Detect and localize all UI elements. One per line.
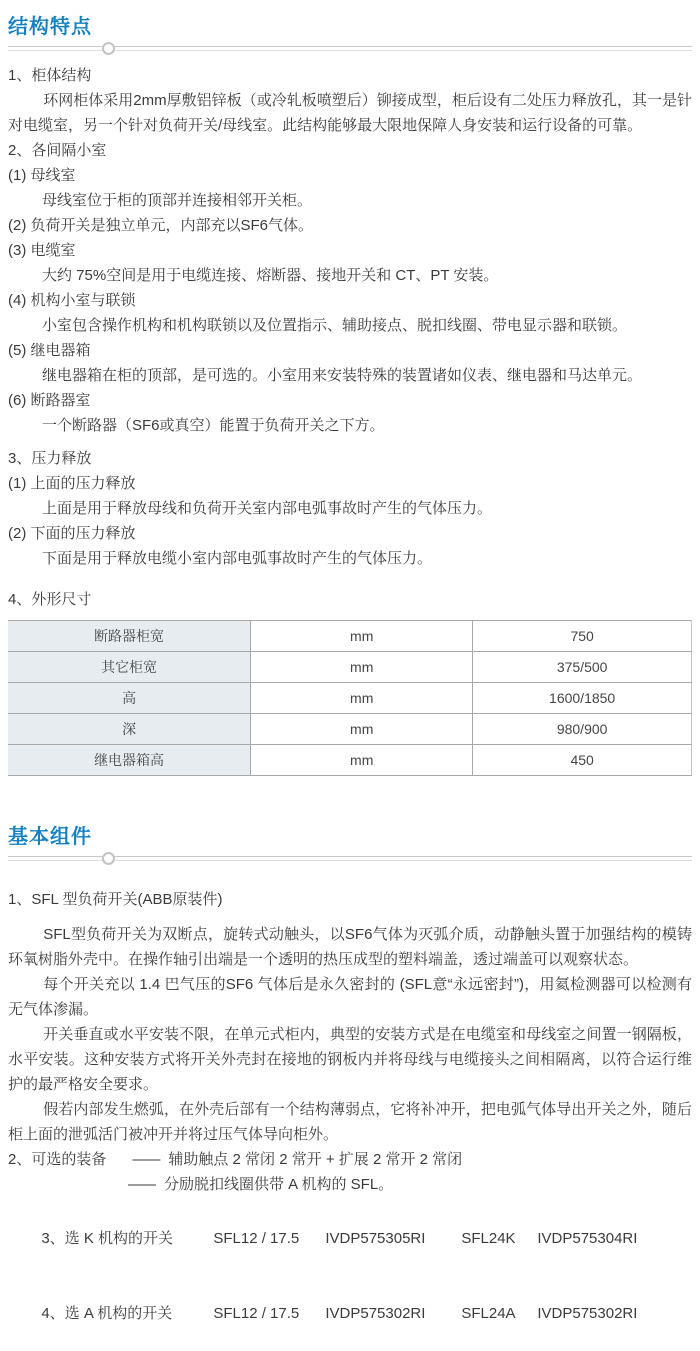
dimension-unit: mm	[251, 621, 473, 652]
model-name: SFL24K	[461, 1230, 516, 1247]
em-dash: ——	[128, 1176, 154, 1193]
em-dash: ——	[132, 1151, 159, 1168]
dimension-value: 1600/1850	[473, 683, 692, 714]
paragraph: 开关垂直或水平安装不限，在单元式柜内，典型的安装方式是在电缆室和母线室之间置一钢隔板，水平安装。这种安装方式将开关外壳封在接地的钢板内并将母线与电缆接头之间相隔离，以符合运行维护的最严格安全要求。	[8, 1026, 692, 1093]
dimension-value: 375/500	[473, 652, 692, 683]
sub-item: (1) 母线室	[8, 167, 76, 184]
table-row	[8, 621, 692, 652]
model-name: SFL12 / 17.5	[213, 1305, 300, 1322]
model-name: SFL12 / 17.5	[213, 1230, 300, 1247]
sub-item-desc: 上面是用于释放母线和负荷开关室内部电弧事故时产生的气体压力。	[42, 500, 493, 517]
list-item: 1、SFL 型负荷开关(ABB原装件)	[8, 891, 223, 908]
dimension-value: 980/900	[473, 714, 692, 745]
dimensions-table	[8, 620, 692, 776]
dimension-value: 750	[473, 621, 692, 652]
divider-circle-ornament	[102, 852, 115, 865]
switch-model-row-a	[8, 1276, 692, 1351]
sub-item-desc: 继电器箱在柜的顶部，是可选的。小室用来安装特殊的装置诸如仪表、继电器和马达单元。	[42, 367, 643, 384]
section-title-basic-components: 基本组件	[8, 826, 92, 848]
section-title-structure-features: 结构特点	[8, 16, 92, 38]
list-item: 4、外形尺寸	[8, 591, 92, 608]
dimension-unit: mm	[251, 683, 473, 714]
list-item: 3、压力释放	[8, 450, 92, 467]
model-code: IVDP575304RI	[537, 1230, 638, 1247]
option-text: 分励脱扣线圈供带 A 机构的 SFL。	[164, 1176, 394, 1193]
model-row-label: 3、选 K 机构的开关	[41, 1230, 174, 1247]
sub-item-desc: 大约 75%空间是用于电缆连接、熔断器、接地开关和 CT、PT 安装。	[42, 267, 499, 284]
section-divider	[8, 46, 692, 51]
sub-item: (4) 机构小室与联锁	[8, 292, 136, 309]
sub-item: (1) 上面的压力释放	[8, 475, 136, 492]
switch-model-row-k	[8, 1201, 692, 1276]
list-item-optional-equipment	[8, 1147, 692, 1172]
sub-item-desc: 小室包含操作机构和机构联锁以及位置指示、辅助接点、脱扣线圈、带电显示器和联锁。	[42, 317, 628, 334]
table-row	[8, 714, 692, 745]
model-code: IVDP575302RI	[537, 1305, 638, 1322]
paragraph: 每个开关充以 1.4 巴气压的SF6 气体后是永久密封的 (SFL意“永远密封”)，用氦检测器可以检测有无气体渗漏。	[8, 976, 692, 1018]
dimension-unit: mm	[251, 652, 473, 683]
model-name: SFL24A	[461, 1305, 516, 1322]
dimension-label: 断路器柜宽	[8, 621, 251, 652]
sub-item-desc: 母线室位于柜的顶部并连接相邻开关柜。	[42, 192, 313, 209]
sub-item: (6) 断路器室	[8, 392, 91, 409]
dimension-value: 450	[473, 745, 692, 776]
dimension-label: 高	[8, 683, 251, 714]
dimension-label: 深	[8, 714, 251, 745]
table-row	[8, 652, 692, 683]
paragraph: 假若内部发生燃弧，在外壳后部有一个结构薄弱点，它将补冲开，把电弧气体导出开关之外，随后柜上面的泄弧活门被冲开并将过压气体导向柜外。	[8, 1101, 692, 1143]
option-text: 辅助触点 2 常闭 2 常开 + 扩展 2 常开 2 常闭	[168, 1151, 463, 1168]
sub-item: (2) 负荷开关是独立单元，内部充以SF6气体。	[8, 217, 314, 234]
sub-item: (3) 电缆室	[8, 242, 76, 259]
list-item: 2、各间隔小室	[8, 142, 107, 159]
list-item: 1、柜体结构	[8, 67, 92, 84]
model-row-label: 4、选 A 机构的开关	[41, 1305, 173, 1322]
section-divider	[8, 856, 692, 861]
paragraph: 环网柜体采用2mm厚敷铝锌板（或冷轧板喷塑后）铆接成型，柜后设有二处压力释放孔，其一是针对电缆室，另一个针对负荷开关/母线室。此结构能够最大限地保障人身安装和运行设备的可靠。	[8, 92, 692, 134]
sub-item: (5) 继电器箱	[8, 342, 91, 359]
sub-item-desc: 一个断路器（SF6或真空）能置于负荷开关之下方。	[42, 417, 385, 434]
table-row	[8, 745, 692, 776]
paragraph: SFL型负荷开关为双断点，旋转式动触头，以SF6气体为灭弧介质，动静触头置于加强结构的模铸环氧树脂外壳中。在操作轴引出端是一个透明的热压成型的塑料端盖，透过端盖可以观察状态。	[8, 926, 692, 968]
dimension-label: 继电器箱高	[8, 745, 251, 776]
model-code: IVDP575302RI	[325, 1305, 426, 1322]
table-row	[8, 683, 692, 714]
option-label: 2、可选的装备	[8, 1151, 107, 1168]
list-item-optional-equipment-cont	[8, 1172, 692, 1197]
model-code: IVDP575305RI	[325, 1230, 426, 1247]
dimension-label: 其它柜宽	[8, 652, 251, 683]
sub-item: (2) 下面的压力释放	[8, 525, 136, 542]
structure-features-body	[8, 63, 692, 776]
basic-components-body	[8, 887, 692, 1351]
dimension-unit: mm	[251, 745, 473, 776]
sub-item-desc: 下面是用于释放电缆小室内部电弧事故时产生的气体压力。	[42, 550, 433, 567]
divider-circle-ornament	[102, 42, 115, 55]
dimension-unit: mm	[251, 714, 473, 745]
